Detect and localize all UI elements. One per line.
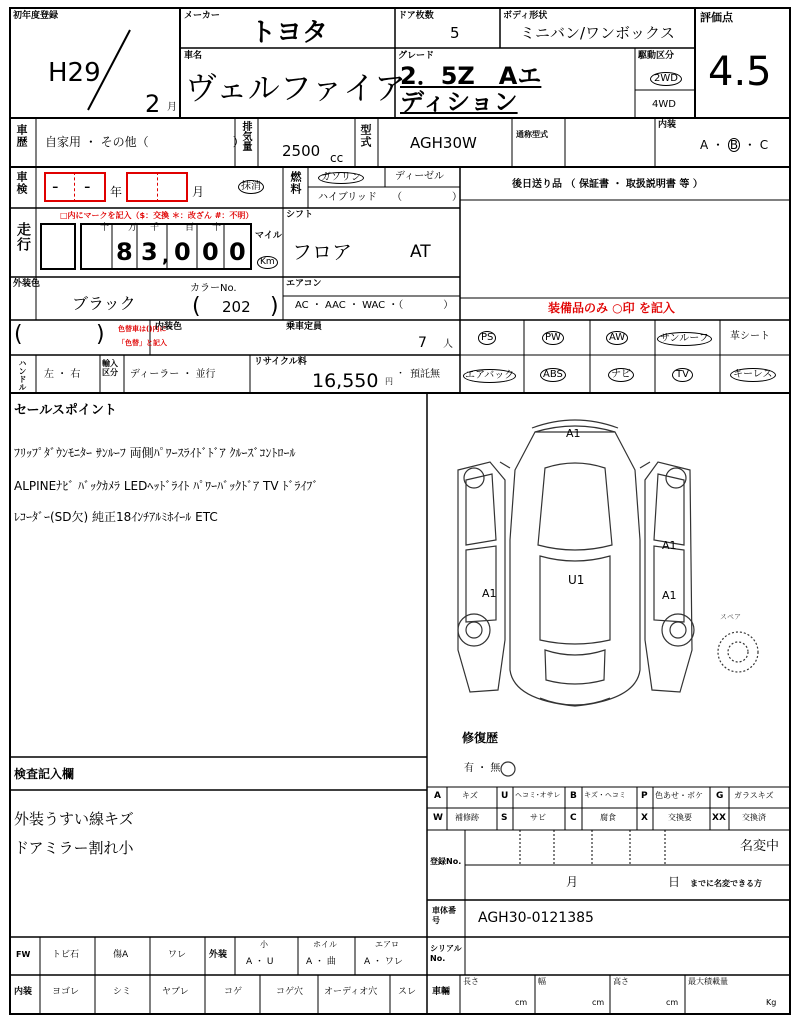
size-label-aero: エアロ: [375, 940, 399, 949]
ac-label: エアコン: [286, 279, 322, 289]
sales-line-1: ﾌﾘｯﾌﾟﾀﾞｳﾝﾓﾆﾀｰ ｻﾝﾙｰﾌ 両側ﾊﾟﾜｰｽﾗｲﾄﾞﾄﾞｱ ｸﾙｰｽﾞｺﾝﾄﾛｰﾙ: [14, 446, 296, 460]
equip-keyless: キーレス: [730, 368, 776, 382]
inspection-year-unit: 年: [110, 185, 123, 199]
legend-code-p: P: [641, 791, 648, 801]
tsusho-label: 通称型式: [516, 130, 548, 139]
int-item-2: シミ: [113, 987, 132, 997]
grade-line-1: 2．5Z Aエ: [400, 62, 542, 90]
legend-code-s: S: [501, 813, 508, 823]
equip-aw: AW: [606, 331, 628, 345]
interior-damage-label: 内装: [14, 987, 33, 997]
equip-leather: 革シート: [730, 331, 770, 342]
reg-month-unit: 月: [566, 875, 579, 889]
legend-desc-b: キズ・ヘコミ: [584, 791, 626, 799]
size-label-wheel: ホイル: [313, 940, 337, 949]
displacement-value: 2500: [282, 142, 321, 160]
drive-4wd: 4WD: [652, 99, 676, 110]
paren-note-1: 色替車は()内に: [118, 325, 167, 333]
max-load-unit: Kg: [766, 998, 777, 1007]
interior-a: A: [700, 138, 709, 152]
legend-code-xx: XX: [712, 813, 726, 823]
dim-height-label: 高さ: [613, 977, 629, 986]
legend-code-g: G: [716, 791, 724, 801]
shift-label: シフト: [286, 210, 314, 220]
legend-desc-g: ガラスキズ: [734, 791, 774, 800]
prev-color-close-paren: ): [96, 322, 105, 347]
first-registration-month: 2: [145, 90, 161, 118]
body-type-label: ボディ形状: [503, 11, 548, 21]
legend-code-u: U: [501, 791, 509, 801]
fw-item-3: ワレ: [168, 950, 187, 960]
score-value: 4.5: [708, 49, 772, 95]
max-load-label: 最大積載量: [688, 977, 728, 986]
size-label-small: 小: [260, 940, 268, 949]
dim-length-label: 長さ: [463, 977, 479, 986]
import-value: ディーラー ・ 並行: [130, 369, 216, 380]
grade-line-2: ディション: [400, 88, 518, 116]
fuel-gasoline-circled: ガソリン: [318, 172, 364, 184]
capacity-label: 乗車定員: [286, 322, 323, 332]
color-code-open-paren: (: [192, 294, 201, 319]
size-value-wheel: A ・ 曲: [306, 957, 336, 967]
sales-title: セールスポイント: [14, 403, 117, 418]
history-value: 自家用 ・ その他（ ）: [45, 135, 245, 149]
reg-day-unit: 日: [668, 875, 681, 889]
mileage-note: □内にマークを記入（$：交換 ＊：改ざん #：不明）: [60, 211, 254, 220]
serial-label: シリアルNo.: [430, 944, 462, 963]
repair-label: 修復歴: [462, 731, 499, 745]
fuel-diesel: ディーゼル: [395, 171, 444, 182]
mileage-unit-0: 十: [100, 223, 110, 233]
inspection-dash-1: -: [52, 176, 59, 197]
inspection-note-2: ドアミラー割れ小: [14, 839, 134, 857]
equip-tv: TV: [672, 368, 693, 382]
capacity-unit: 人: [443, 339, 453, 350]
interior-b-circled: B: [729, 138, 739, 152]
mileage-unit-3: 百: [185, 223, 195, 233]
legend-desc-s: サビ: [530, 813, 546, 822]
fw-item-1: トビ石: [52, 950, 80, 960]
mileage-digit-1: 8: [116, 238, 133, 266]
inspection-dash-2: -: [84, 176, 91, 197]
color-code-label: カラーNo.: [190, 283, 237, 294]
dim-width-label: 幅: [538, 977, 546, 986]
int-item-7: スレ: [398, 987, 417, 997]
mileage-digit-5: 0: [229, 238, 246, 266]
month-unit: 月: [167, 102, 177, 113]
fw-item-2: 傷A: [113, 950, 129, 960]
mark-right: A1: [662, 539, 677, 552]
mileage-unit-4: 十: [212, 223, 222, 233]
mark-roof: U1: [568, 573, 585, 587]
capacity-value: 7: [418, 335, 427, 351]
displacement-label: 排気量: [240, 121, 251, 151]
score-label: 評価点: [700, 11, 733, 24]
mileage-label: 走行: [15, 222, 31, 252]
spare-label: スペア: [720, 613, 741, 621]
legend-desc-x: 交換要: [668, 813, 692, 822]
dim-width-unit: cm: [592, 998, 605, 1007]
dim-length-unit: cm: [515, 998, 528, 1007]
shift-value: フロア: [292, 240, 352, 264]
drive-label: 駆動区分: [638, 51, 675, 61]
grade-label: グレード: [398, 51, 435, 61]
int-item-6: オーディオ穴: [324, 987, 378, 997]
mileage-comma: ,: [162, 246, 169, 267]
fuel-other: （ ）: [392, 192, 462, 203]
int-item-4: コゲ: [224, 987, 243, 997]
legend-desc-c: 腐食: [600, 813, 616, 822]
history-label: 車歴: [15, 124, 28, 148]
repair-value: 有 ・ 無: [464, 763, 501, 774]
reg-deadline: までに名変できる方: [690, 879, 762, 888]
equip-navi: ナビ: [608, 368, 634, 382]
exterior-color-label: 外装色: [13, 279, 41, 289]
type-label: 型式: [359, 124, 372, 148]
model-value: ヴェルファイア: [185, 69, 407, 107]
legend-code-a: A: [434, 791, 441, 801]
mark-right-rear: A1: [662, 589, 677, 602]
chassis-value: AGH30-0121385: [478, 910, 594, 926]
equip-sunroof: サンルーフ: [657, 332, 712, 346]
recycle-value: 16,550: [312, 370, 379, 392]
legend-desc-u: ヘコミ･オサレ: [515, 791, 561, 799]
equip-pw: PW: [542, 331, 564, 345]
body-type-value: ミニバン/ワンボックス: [520, 24, 675, 42]
paren-note-2: 「色替」と記入: [118, 339, 167, 347]
exterior-color-value: ブラック: [72, 294, 136, 313]
reg-no-label: 登録No.: [430, 857, 462, 866]
vehicle-dims-label: 車輛: [432, 987, 451, 997]
color-code-close-paren: ): [270, 294, 279, 319]
sales-line-3: ﾚｺｰﾀﾞｰ(SD欠) 純正18ｲﾝﾁｱﾙﾐﾎｲｰﾙ ETC: [14, 510, 218, 524]
legend-desc-xx: 交換済: [742, 813, 766, 822]
maker-value: トヨタ: [250, 18, 329, 48]
type-value: AGH30W: [410, 134, 477, 152]
size-value-aero: A ・ ワレ: [364, 957, 403, 967]
equip-abs: ABS: [540, 368, 566, 382]
legend-code-c: C: [570, 813, 577, 823]
inspection-expired: 抹消: [238, 180, 264, 194]
dim-height-unit: cm: [666, 998, 679, 1007]
legend-code-w: W: [433, 813, 443, 823]
inspection-label: 車検: [15, 171, 28, 195]
import-label: 輸入区分: [102, 359, 118, 377]
mileage-digit-2: 3: [141, 238, 158, 266]
first-registration-label: 初年度登録: [13, 11, 59, 21]
int-item-3: ヤブレ: [162, 987, 189, 997]
shift-type: AT: [410, 242, 431, 262]
equip-airbag: エアバック: [465, 370, 515, 381]
mileage-unit-1: 万: [128, 223, 138, 233]
chassis-label: 車体番号: [432, 906, 456, 925]
size-value-small: A ・ U: [246, 957, 274, 967]
interior-color-label: 内装色: [155, 322, 183, 332]
mileage-km-circled: Km: [257, 256, 278, 269]
equipment-title: 装備品のみ ○印 を記入: [548, 301, 675, 315]
exterior-size-label: 外装: [209, 950, 228, 960]
interior-c: C: [759, 138, 769, 152]
inspection-month-unit: 月: [192, 185, 205, 199]
color-code-value: 202: [222, 298, 251, 316]
drive-2wd-circled: 2WD: [650, 72, 682, 86]
legend-code-b: B: [570, 791, 577, 801]
prev-color-open-paren: (: [14, 322, 23, 347]
int-item-5: コゲ穴: [276, 987, 304, 997]
mileage-digit-3: 0: [174, 238, 191, 266]
legend-code-x: X: [641, 813, 648, 823]
model-label: 車名: [184, 51, 203, 61]
sales-line-2: ALPINEﾅﾋﾞ ﾊﾞｯｸｶﾒﾗ LEDﾍｯﾄﾞﾗｲﾄ ﾊﾟﾜｰﾊﾞｯｸﾄﾞｱ TV ﾄﾞﾗｲﾌﾞ: [14, 479, 319, 493]
recycle-unit: 円: [385, 377, 393, 386]
fw-label: FW: [16, 950, 31, 959]
int-item-1: ヨゴレ: [52, 987, 80, 997]
fuel-hybrid: ハイブリッド: [318, 192, 377, 203]
mileage-mile: マイル: [255, 231, 282, 241]
mark-left: A1: [482, 587, 497, 600]
fuel-label: 燃料: [289, 171, 302, 195]
interior-grade: A ・ B ・ C: [700, 138, 769, 152]
recycle-dot: ・: [396, 369, 406, 379]
ac-value: AC ・ AAC ・ WAC ・（ ）: [295, 300, 454, 311]
legend-desc-w: 補修跡: [455, 813, 479, 822]
maker-label: メーカー: [184, 11, 220, 21]
doors-label: ドア枚数: [398, 11, 434, 21]
recycle-deposit: 預託無: [410, 369, 440, 380]
name-change: 名変中: [740, 839, 780, 854]
mileage-unit-2: 千: [150, 223, 160, 233]
first-registration-year: H29: [48, 58, 101, 88]
handle-value: 左 ・ 右: [44, 369, 81, 380]
recycle-label: リサイクル料: [254, 357, 307, 367]
equip-ps: PS: [478, 331, 496, 345]
mileage-digit-4: 0: [202, 238, 219, 266]
legend-desc-a: キズ: [462, 791, 478, 800]
inspection-note-1: 外装うすい線キズ: [14, 810, 134, 828]
displacement-unit: cc: [330, 151, 344, 165]
doors-value: 5: [450, 24, 460, 42]
inspection-notes-title: 検査記入欄: [14, 767, 75, 781]
legend-desc-p: 色あせ・ボケ: [655, 791, 703, 800]
handle-label: ハンドル: [18, 359, 27, 391]
docs-title: 後日送り品 （ 保証書 ・ 取扱説明書 等 ）: [512, 179, 703, 190]
mark-front: A1: [566, 427, 581, 440]
interior-label: 内装: [658, 120, 677, 130]
